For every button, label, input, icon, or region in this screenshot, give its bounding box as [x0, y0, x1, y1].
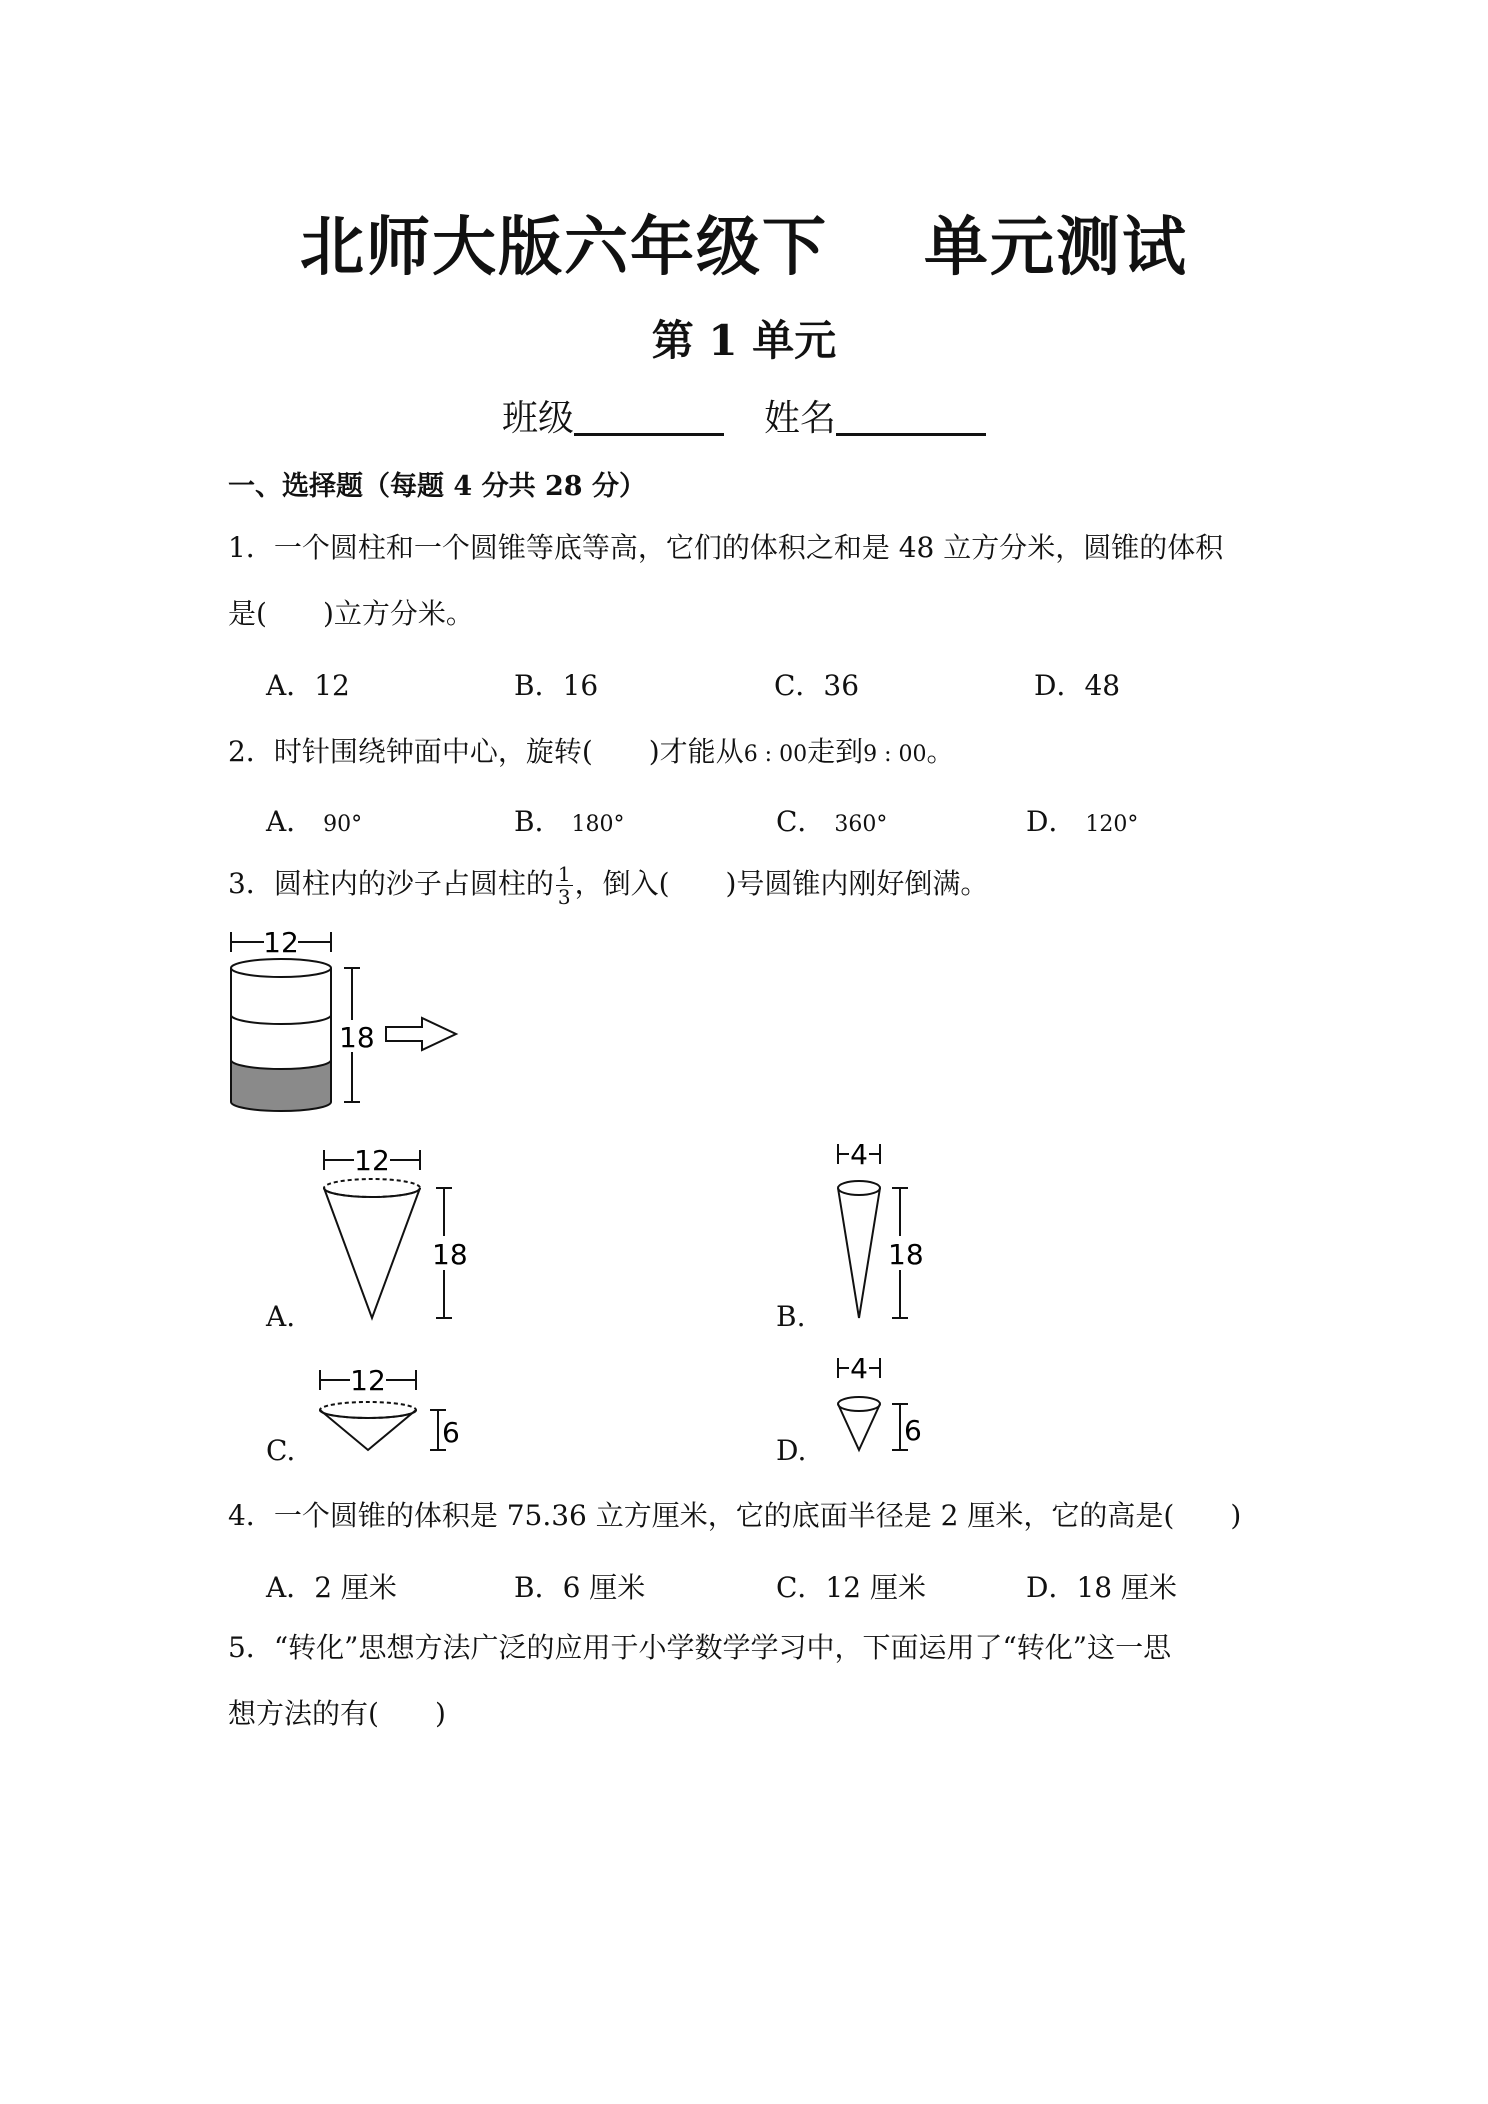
q3-fraction [556, 863, 573, 908]
q4-option-a[interactable]: A．2 厘米 [266, 1571, 397, 1604]
cylinder-third-line [231, 1015, 331, 1024]
sand-fill [231, 1060, 331, 1111]
q3-option-a[interactable]: A. [266, 1300, 296, 1333]
option-letter: D． [1026, 805, 1077, 838]
q2-option-b[interactable] [514, 800, 624, 840]
cone-b-height-label: 18 [888, 1238, 924, 1271]
cone-d-diameter-label: 4 [850, 1352, 868, 1385]
student-info-line [0, 390, 1488, 441]
title-sub: 单元测试 [924, 211, 1188, 285]
option-value: 90° [323, 812, 363, 837]
q3-text-c: )号圆锥内刚好倒满。 [725, 867, 989, 900]
q2-option-a[interactable] [266, 800, 362, 840]
q3-option-d[interactable]: D. [776, 1434, 807, 1467]
option-value: 360° [834, 812, 888, 837]
cone-a-diameter-label: 12 [354, 1144, 390, 1177]
cylinder-height-label: 18 [339, 1021, 375, 1054]
cone-c-diameter-label: 12 [350, 1364, 386, 1397]
class-blank[interactable] [574, 397, 724, 436]
q5-line1: 5．“转化”思想方法广泛的应用于小学数学学习中，下面运用了“转化”这一思 [228, 1631, 1172, 1664]
q1-option-a[interactable]: A．12 [266, 669, 350, 702]
q4-option-c[interactable]: C．12 厘米 [776, 1571, 926, 1604]
q2-text-a: 2．时针围绕钟面中心，旋转( [228, 735, 593, 768]
q2-option-d[interactable] [1026, 800, 1138, 840]
q4-text-b: ) [1230, 1499, 1242, 1532]
cone-a-figure [318, 1146, 488, 1326]
cone-base-front [324, 1188, 420, 1197]
cone-sides [324, 1188, 420, 1318]
q1-option-d[interactable]: D．48 [1034, 669, 1121, 702]
q1-option-c[interactable]: C．36 [774, 669, 860, 702]
cone-base [838, 1397, 880, 1411]
q3-text-b: ，倒入( [574, 867, 670, 900]
q3-line [228, 862, 988, 908]
cone-base-front [320, 1410, 416, 1418]
class-label: 班级 [501, 398, 574, 439]
q4-line [228, 1494, 1241, 1534]
page-title [0, 196, 1488, 288]
q5-line2 [228, 1692, 446, 1732]
name-blank[interactable] [836, 397, 986, 436]
q1-option-b[interactable]: B．16 [514, 669, 599, 702]
q1-line1: 1．一个圆柱和一个圆锥等底等高，它们的体积之和是 48 立方分米，圆锥的体积 [228, 531, 1224, 564]
fraction-denominator: 3 [557, 885, 571, 909]
cone-base [838, 1181, 880, 1195]
q2-time-end: 9 : 00 [863, 742, 927, 767]
cone-c-height-label: 6 [442, 1416, 460, 1449]
q2-text-c: 走到 [807, 735, 864, 768]
q4-text-a: 4．一个圆锥的体积是 75.36 立方厘米，它的底面半径是 2 厘米，它的高是( [228, 1499, 1175, 1532]
cone-a-height-label: 18 [432, 1238, 468, 1271]
cone-b-figure [832, 1140, 942, 1320]
option-letter: C． [776, 805, 826, 838]
cylinder-top [231, 959, 331, 977]
cone-c-figure [316, 1366, 476, 1466]
q2-line [228, 730, 955, 770]
cone-d-figure [832, 1354, 942, 1464]
q3-option-b[interactable]: B. [776, 1300, 806, 1333]
fraction-numerator: 1 [557, 862, 571, 886]
q4-option-b[interactable]: B．6 厘米 [514, 1571, 646, 1604]
q4-option-d[interactable]: D．18 厘米 [1026, 1571, 1177, 1604]
cone-d-height-label: 6 [904, 1414, 922, 1447]
cylinder-diameter-label: 12 [263, 926, 299, 959]
title-main: 北师大版六年级下 [300, 211, 828, 285]
q1-line2 [228, 592, 474, 632]
q2-text-b: )才能从 [648, 735, 744, 768]
q2-option-c[interactable] [776, 800, 887, 840]
cone-sides [838, 1188, 880, 1318]
option-value: 120° [1085, 812, 1139, 837]
option-value: 180° [571, 812, 625, 837]
q5-text-a: 想方法的有( [228, 1697, 379, 1730]
q1-text-a: 是( [228, 597, 267, 630]
q3-text-a: 3．圆柱内的沙子占圆柱的 [228, 867, 554, 900]
option-letter: B． [514, 805, 563, 838]
q3-option-c[interactable]: C. [266, 1434, 296, 1467]
q1-text-b: )立方分米。 [322, 597, 474, 630]
unit-heading: 第 1 单元 [651, 316, 837, 365]
name-label: 姓名 [764, 398, 837, 439]
q5-text-b: ) [434, 1697, 446, 1730]
option-letter: A． [266, 805, 315, 838]
pour-arrow-icon [386, 1018, 456, 1050]
q2-time-start: 6 : 00 [743, 742, 808, 767]
q2-text-d: 。 [926, 735, 955, 768]
cone-b-diameter-label: 4 [850, 1138, 868, 1171]
cylinder-figure [226, 926, 466, 1110]
section-heading: 一、选择题（每题 4 分共 28 分） [228, 471, 646, 502]
